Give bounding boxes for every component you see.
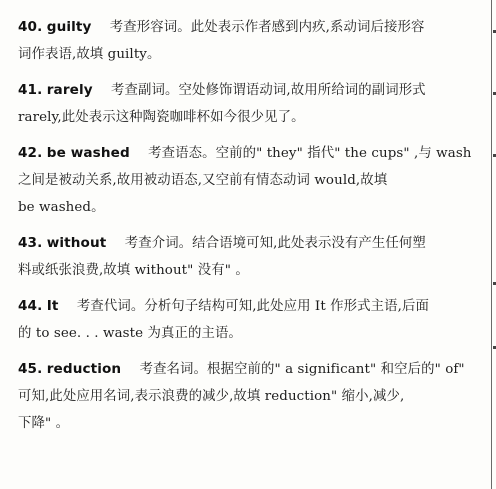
answer-explanations: [18, 14, 486, 446]
entry-number: 43.: [18, 235, 43, 251]
entry-text: 考查介词。结合语境可知,此处表示没有产生任何塑: [124, 236, 426, 251]
entry-text: 的 to see. . . waste 为真正的主语。: [18, 326, 242, 341]
page-edge-rule: [491, 0, 492, 489]
entry-text: 之间是被动关系,故用被动语态,又空前有情态动词 would,故填: [18, 173, 388, 188]
entry-number: 44.: [18, 298, 43, 314]
entry-40: [18, 14, 486, 68]
entry-text: 词作表语,故填 guilty。: [18, 47, 161, 62]
entry-text: 考查副词。空处修饰谓语动词,故用所给词的副词形式: [111, 83, 426, 98]
entry-number: 42.: [18, 145, 43, 161]
entry-text: 考查语态。空前的" they" 指代" the cups" ,与 wash: [148, 146, 472, 161]
entry-number: 41.: [18, 82, 43, 98]
entry-number: 40.: [18, 19, 43, 35]
entry-answer: guilty: [46, 19, 92, 35]
entry-41: [18, 77, 486, 131]
entry-number: 45.: [18, 361, 43, 377]
entry-text: 料或纸张浪费,故填 without" 没有" 。: [18, 263, 249, 278]
entry-answer: without: [46, 235, 107, 251]
entry-43: [18, 230, 486, 284]
entry-text: be washed。: [18, 200, 105, 215]
entry-answer: rarely: [46, 82, 93, 98]
entry-text: 下降" 。: [18, 416, 70, 431]
entry-45: [18, 356, 486, 437]
entry-text: 考查代词。分析句子结构可知,此处应用 It 作形式主语,后面: [76, 299, 429, 314]
entry-text: 考查形容词。此处表示作者感到内疚,系动词后接形容: [109, 20, 425, 35]
entry-text: 可知,此处应用名词,表示浪费的减少,故填 reduction" 缩小,减少,: [18, 389, 405, 404]
entry-answer: reduction: [46, 361, 122, 377]
entry-answer: It: [46, 298, 59, 314]
entry-44: [18, 293, 486, 347]
entry-text: 考查名词。根据空前的" a significant" 和空后的" of": [139, 362, 465, 377]
entry-42: [18, 140, 486, 221]
entry-answer: be washed: [46, 145, 130, 161]
entry-text: rarely,此处表示这种陶瓷咖啡杯如今很少见了。: [18, 110, 305, 125]
